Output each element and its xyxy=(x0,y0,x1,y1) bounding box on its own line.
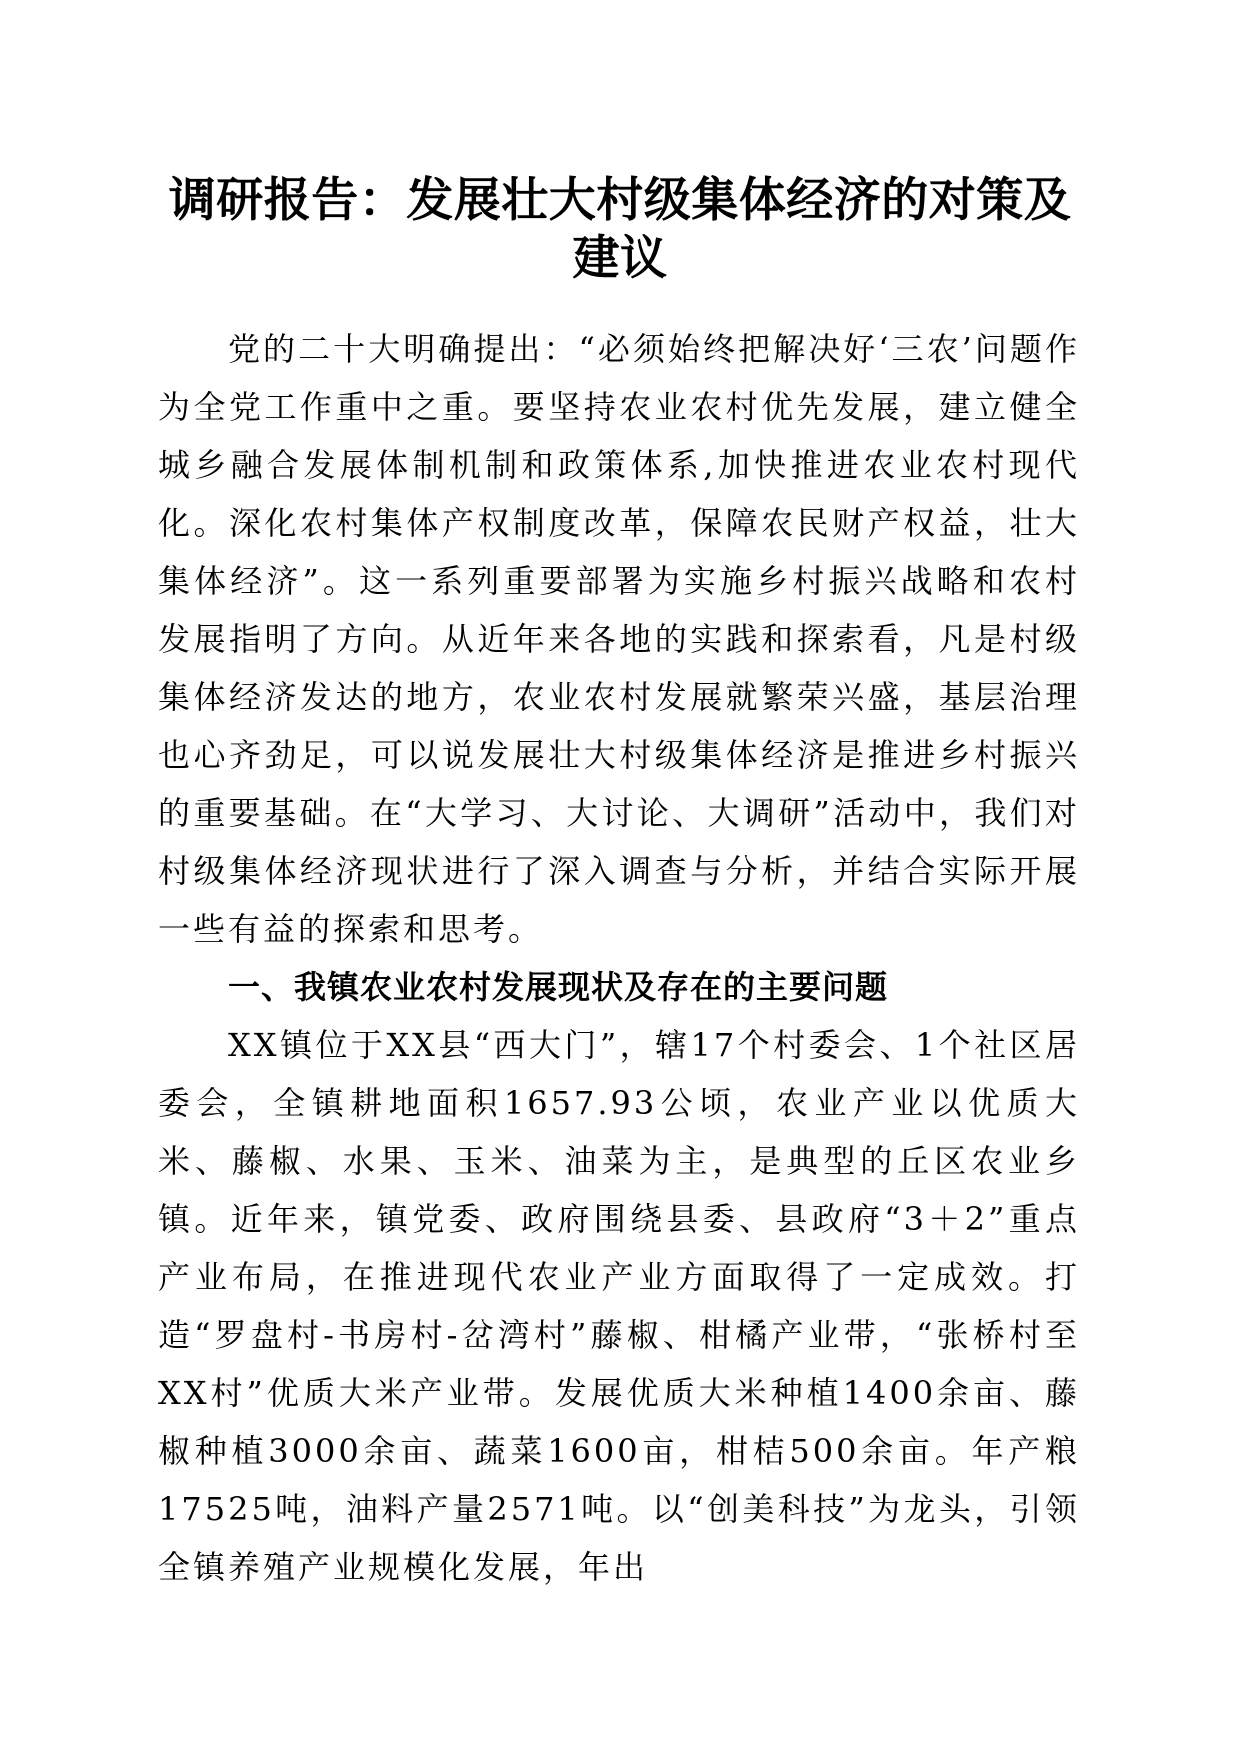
document-title: 调研报告：发展壮大村级集体经济的对策及建议 xyxy=(168,173,1072,286)
document-body xyxy=(158,320,1080,1596)
section-paragraph: XX镇位于XX县“西大门”，辖17个村委会、1个社区居委会，全镇耕地面积1657.93公顷，农业产业以优质大米、藤椒、水果、玉米、油菜为主，是典型的丘区农业乡镇。近年来，镇党委、政府围绕县委、县政府“3＋2”重点产业布局，在推进现代农业产业方面取得了一定成效。打造“罗盘村-书房村-岔湾村”藤椒、柑橘产业带，“张桥村至XX村”优质大米产业带。发展优质大米种植1400余亩、藤椒种植3000余亩、蔬菜1600亩，柑桔500余亩。年产粮17525吨，油料产量2571吨。以“创美科技”为龙头，引领全镇养殖产业规模化发展，年出 xyxy=(158,1026,1080,1586)
intro-paragraph: 党的二十大明确提出：“必须始终把解决好‘三农’问题作为全党工作重中之重。要坚持农业农村优先发展，建立健全城乡融合发展体制机制和政策体系,加快推进农业农村现代化。深化农村集体产权制度改革，保障农民财产权益，壮大集体经济”。这一系列重要部署为实施乡村振兴战略和农村发展指明了方向。从近年来各地的实践和探索看，凡是村级集体经济发达的地方，农业农村发展就繁荣兴盛，基层治理也心齐劲足，可以说发展壮大村级集体经济是推进乡村振兴的重要基础。在“大学习、大讨论、大调研”活动中，我们对村级集体经济现状进行了深入调查与分析，并结合实际开展一些有益的探索和思考。 xyxy=(158,330,1080,948)
section-heading: 一、我镇农业农村发展现状及存在的主要问题 xyxy=(228,968,889,1006)
